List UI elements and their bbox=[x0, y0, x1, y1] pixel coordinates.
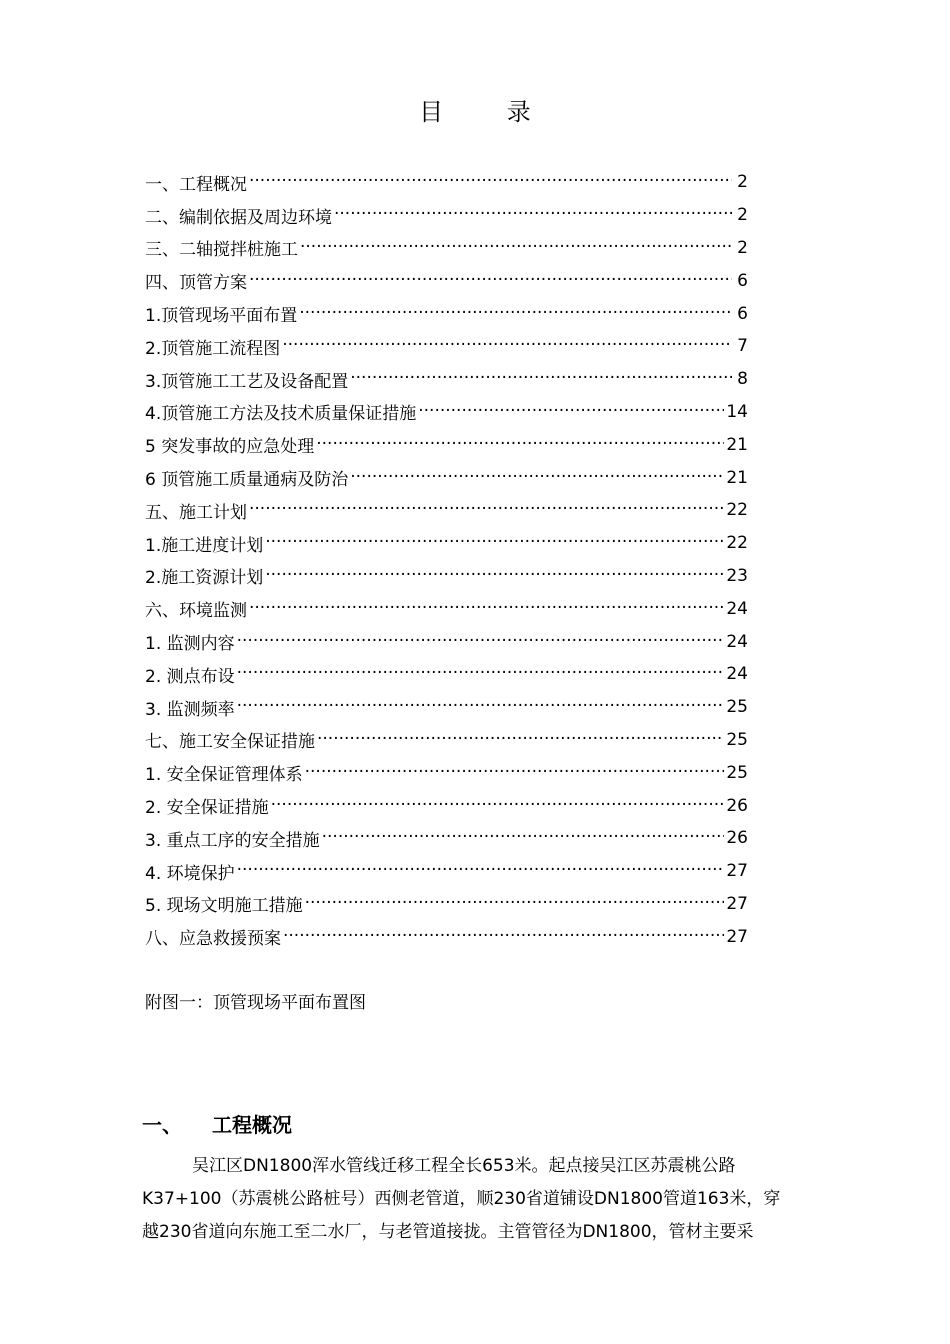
toc-entry bbox=[145, 166, 748, 199]
toc-entry-page: 14 bbox=[726, 401, 748, 422]
toc-entry-label: 6 顶管施工质量通病及防治 bbox=[145, 470, 349, 491]
toc-entry-page: 25 bbox=[726, 697, 748, 718]
toc-entry bbox=[145, 724, 748, 757]
toc-leader-dots bbox=[283, 928, 724, 946]
toc-leader-dots bbox=[334, 206, 732, 224]
toc-entry-label: 4.顶管施工方法及技术质量保证措施 bbox=[145, 404, 417, 425]
toc-entry-page: 23 bbox=[726, 565, 748, 586]
toc-entry bbox=[145, 658, 748, 691]
toc-entry bbox=[145, 330, 748, 363]
toc-leader-dots bbox=[418, 403, 724, 421]
toc-entry-label: 2. 安全保证措施 bbox=[145, 798, 269, 819]
toc-entry bbox=[145, 199, 748, 232]
toc-entry-label: 五、施工计划 bbox=[145, 502, 247, 523]
toc-leader-dots bbox=[322, 829, 725, 847]
toc-entry bbox=[145, 461, 748, 494]
toc-entry bbox=[145, 396, 748, 429]
toc-entry-page: 22 bbox=[726, 500, 748, 521]
toc-leader-dots bbox=[350, 469, 724, 487]
toc-entry-label: 1. 安全保证管理体系 bbox=[145, 765, 303, 786]
toc-entry-page: 21 bbox=[726, 467, 748, 488]
toc-entry bbox=[145, 264, 748, 297]
toc-entry-label: 七、施工安全保证措施 bbox=[145, 732, 315, 753]
toc-entry bbox=[145, 822, 748, 855]
toc-entry bbox=[145, 625, 748, 658]
toc-entry-label: 2. 测点布设 bbox=[145, 666, 235, 687]
toc-leader-dots bbox=[300, 239, 732, 257]
toc-entry-page: 24 bbox=[726, 664, 748, 685]
toc-leader-dots bbox=[299, 305, 732, 323]
toc-entry-label: 一、工程概况 bbox=[145, 174, 247, 195]
toc-leader-dots bbox=[282, 337, 732, 355]
toc-entry-label: 六、环境监测 bbox=[145, 601, 247, 622]
toc-entry-label: 3. 监测频率 bbox=[145, 699, 235, 720]
toc-entry-page: 2 bbox=[737, 172, 748, 193]
toc-entry bbox=[145, 560, 748, 593]
toc-entry bbox=[145, 691, 748, 724]
toc-entry bbox=[145, 428, 748, 461]
toc-entry bbox=[145, 756, 748, 789]
section-title: 工程概况 bbox=[212, 1113, 292, 1137]
toc-entry bbox=[145, 888, 748, 921]
toc-entry bbox=[145, 232, 748, 265]
toc-entry-page: 21 bbox=[726, 434, 748, 455]
toc-entry-page: 2 bbox=[737, 205, 748, 226]
toc-entry-page: 2 bbox=[737, 237, 748, 258]
toc-leader-dots bbox=[350, 370, 732, 388]
toc-entry bbox=[145, 527, 748, 560]
toc-entry bbox=[145, 920, 748, 953]
toc-entry-label: 1.顶管现场平面布置 bbox=[145, 306, 298, 327]
toc-entry-label: 4. 环境保护 bbox=[145, 863, 235, 884]
toc-title: 目 录 bbox=[419, 98, 559, 126]
toc-entry-label: 2.顶管施工流程图 bbox=[145, 338, 281, 359]
toc-entry-page: 25 bbox=[726, 762, 748, 783]
toc-entry-label: 1. 监测内容 bbox=[145, 634, 235, 655]
toc-leader-dots bbox=[237, 698, 725, 716]
toc-entry-label: 5. 现场文明施工措施 bbox=[145, 896, 303, 917]
body-line: K37+100（苏震桃公路桩号）西侧老管道，顺230省道铺设DN1800管道163米，穿 bbox=[142, 1189, 781, 1209]
section-heading bbox=[142, 1109, 292, 1138]
toc-entry-label: 八、应急救援预案 bbox=[145, 929, 281, 950]
toc-leader-dots bbox=[316, 436, 724, 454]
toc-leader-dots bbox=[271, 797, 725, 815]
toc-entry-page: 6 bbox=[737, 303, 748, 324]
toc-entry-label: 三、二轴搅拌桩施工 bbox=[145, 240, 298, 261]
toc-entry-label: 2.施工资源计划 bbox=[145, 568, 264, 589]
toc-entry-label: 3. 重点工序的安全措施 bbox=[145, 830, 320, 851]
toc-leader-dots bbox=[317, 731, 724, 749]
toc-entry-page: 24 bbox=[726, 631, 748, 652]
toc-entry-label: 1.施工进度计划 bbox=[145, 535, 264, 556]
toc-entry-page: 24 bbox=[726, 598, 748, 619]
toc-leader-dots bbox=[249, 600, 724, 618]
table-of-contents bbox=[145, 166, 748, 953]
section-number: 一、 bbox=[142, 1113, 182, 1137]
toc-leader-dots bbox=[305, 895, 725, 913]
toc-entry bbox=[145, 592, 748, 625]
appendix-label: 附图一：顶管现场平面布置图 bbox=[145, 993, 366, 1013]
toc-entry bbox=[145, 855, 748, 888]
toc-entry-page: 22 bbox=[726, 533, 748, 554]
toc-entry bbox=[145, 494, 748, 527]
toc-entry-label: 二、编制依据及周边环境 bbox=[145, 207, 332, 228]
toc-entry bbox=[145, 789, 748, 822]
toc-leader-dots bbox=[305, 764, 725, 782]
body-line: 吴江区DN1800浑水管线迁移工程全长653米。起点接吴江区苏震桃公路 bbox=[192, 1156, 736, 1176]
toc-entry-page: 26 bbox=[726, 795, 748, 816]
toc-leader-dots bbox=[265, 534, 724, 552]
body-paragraph bbox=[142, 1150, 832, 1249]
toc-entry-page: 6 bbox=[737, 270, 748, 291]
toc-entry-page: 27 bbox=[726, 926, 748, 947]
toc-leader-dots bbox=[249, 501, 724, 519]
toc-entry-page: 27 bbox=[726, 893, 748, 914]
toc-entry-page: 25 bbox=[726, 729, 748, 750]
toc-entry bbox=[145, 297, 748, 330]
body-line: 越230省道向东施工至二水厂，与老管道接拢。主管管径为DN1800，管材主要采 bbox=[142, 1222, 754, 1242]
toc-entry-label: 四、顶管方案 bbox=[145, 273, 247, 294]
toc-entry bbox=[145, 363, 748, 396]
toc-leader-dots bbox=[249, 173, 732, 191]
toc-leader-dots bbox=[237, 665, 725, 683]
toc-entry-page: 8 bbox=[737, 369, 748, 390]
toc-entry-page: 26 bbox=[726, 828, 748, 849]
toc-entry-label: 5 突发事故的应急处理 bbox=[145, 437, 315, 458]
toc-entry-page: 7 bbox=[737, 336, 748, 357]
toc-leader-dots bbox=[265, 567, 724, 585]
toc-leader-dots bbox=[237, 862, 725, 880]
toc-leader-dots bbox=[249, 272, 732, 290]
toc-entry-page: 27 bbox=[726, 861, 748, 882]
toc-leader-dots bbox=[237, 633, 725, 651]
toc-entry-label: 3.顶管施工工艺及设备配置 bbox=[145, 371, 349, 392]
